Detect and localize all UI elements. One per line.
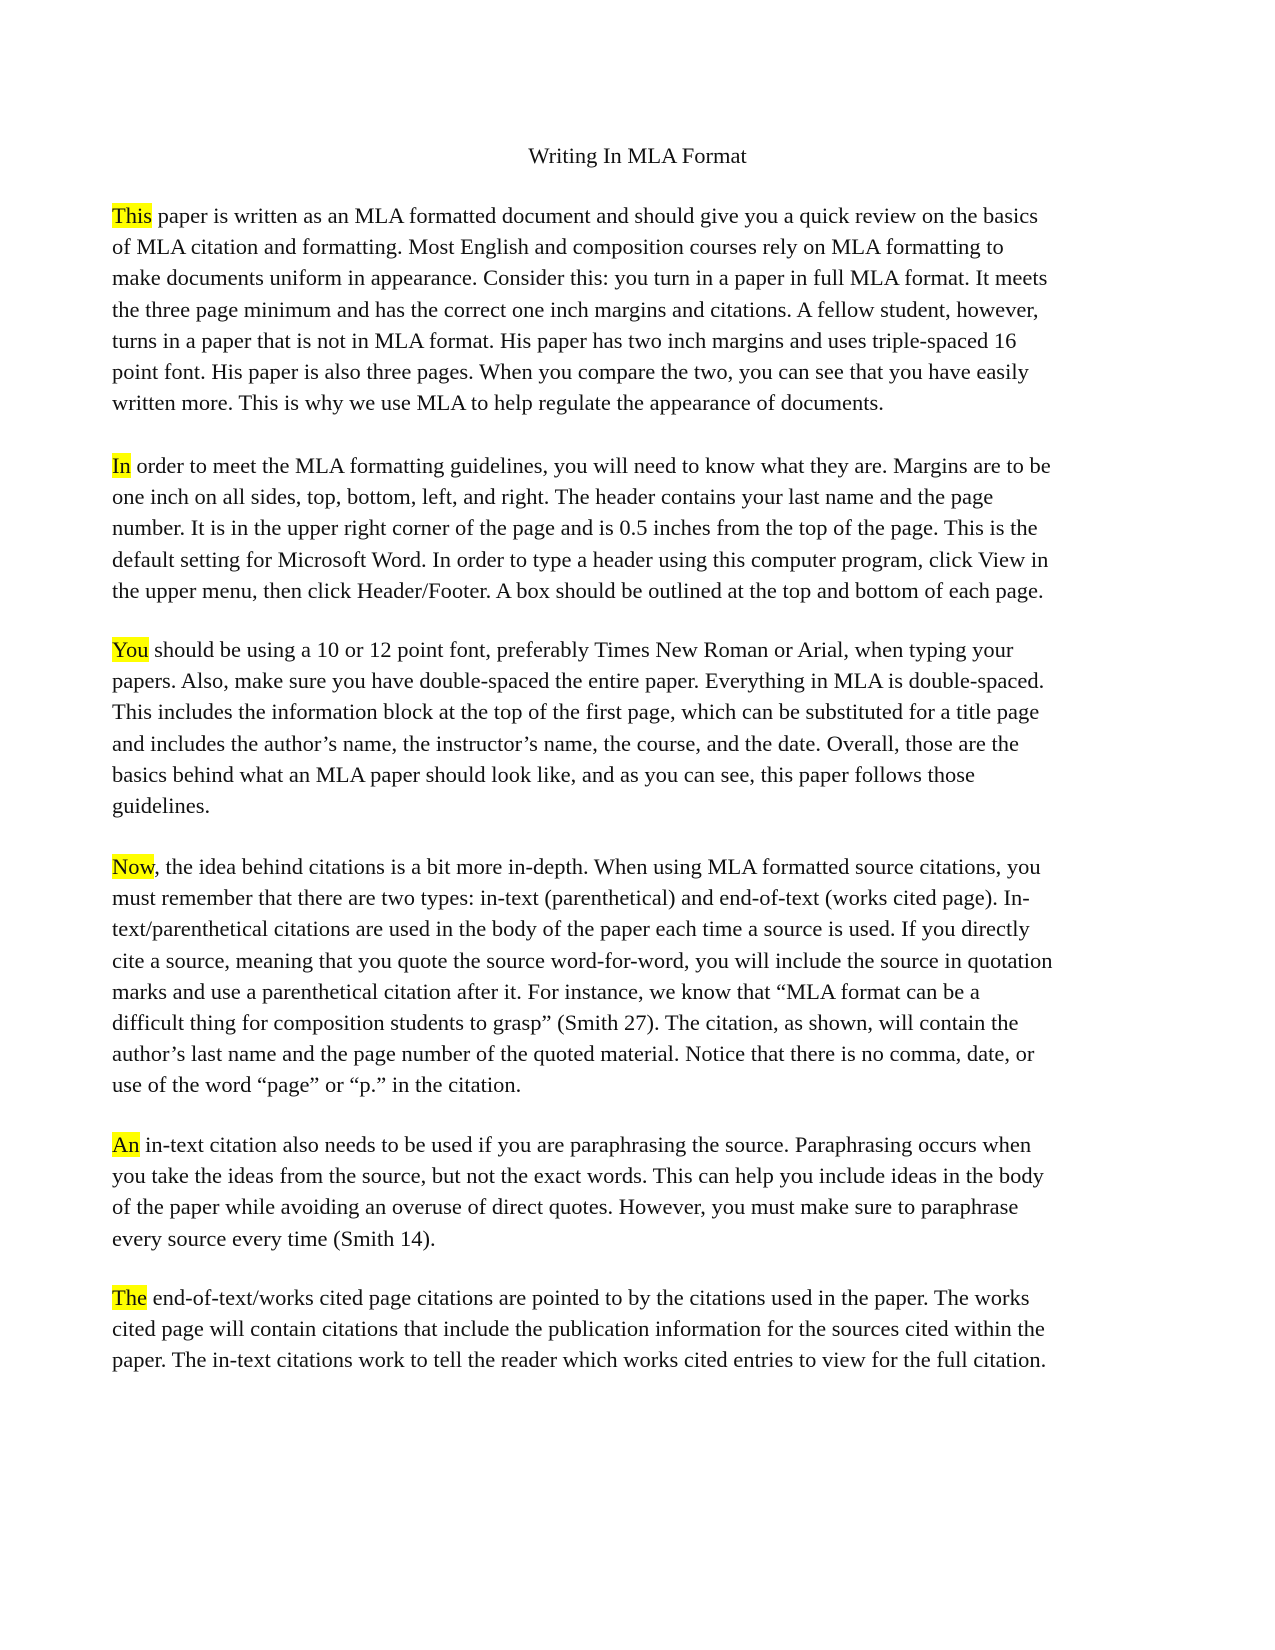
paragraph-line: papers. Also, make sure you have double-spaced the entire paper. Everything in MLA is double-spaced. [112,668,1045,694]
paragraph-line: the upper menu, then click Header/Footer. A box should be outlined at the top and bottom of each page. [112,577,1044,603]
paragraph-line: and includes the author’s name, the instructor’s name, the course, and the date. Overall, those are the [112,730,1019,756]
paragraph-line: every source every time (Smith 14). [112,1225,436,1251]
paragraph-guidelines [112,450,1167,606]
paragraph-line: the three page minimum and has the correct one inch margins and citations. A fellow student, however, [112,296,1039,322]
paragraph-line: cited page will contain citations that include the publication information for the sources cited within the [112,1316,1045,1342]
paragraph-line: written more. This is why we use MLA to help regulate the appearance of documents. [112,390,884,416]
document-title: Writing In MLA Format [528,143,747,168]
paragraph-line [112,450,1167,481]
highlighted-lead-word: This [112,203,153,228]
paragraph-line: paper. The in-text citations work to tell the reader which works cited entries to view for the full citation. [112,1347,1047,1373]
paragraph-line: author’s last name and the page number of the quoted material. Notice that there is no comma, date, or [112,1041,1035,1067]
paragraph-line: difficult thing for composition students to grasp” (Smith 27). The citation, as shown, will contain the [112,1009,1019,1035]
paragraph-line: number. It is in the upper right corner of the page and is 0.5 inches from the top of the page. This is the [112,515,1038,541]
paragraph-line: use of the word “page” or “p.” in the citation. [112,1072,522,1098]
paragraph-line: of the paper while avoiding an overuse of direct quotes. However, you must make sure to paraphrase [112,1194,1019,1220]
paragraph-line: you take the ideas from the source, but not the exact words. This can help you include ideas in the body [112,1163,1044,1189]
paragraph-line: make documents uniform in appearance. Consider this: you turn in a paper in full MLA format. It meets [112,265,1048,291]
paragraph-line: default setting for Microsoft Word. In order to type a header using this computer program, click View in [112,546,1049,572]
paragraph-paraphrasing [112,1129,1167,1254]
line-text: order to meet the MLA formatting guidelines, you will need to know what they are. Margins are to be [130,453,1051,478]
paragraph-works-cited [112,1282,1167,1376]
paragraph-line: basics behind what an MLA paper should look like, and as you can see, this paper follows those [112,761,975,787]
paragraph-citations [112,851,1167,1101]
paragraph-line: of MLA citation and formatting. Most English and composition courses rely on MLA formatting to [112,234,1004,260]
paragraph-line [112,851,1167,882]
paragraph-line: turns in a paper that is not in MLA format. His paper has two inch margins and uses triple-spaced 16 [112,327,1017,353]
paragraph-line: cite a source, meaning that you quote the source word-for-word, you will include the source in quotation [112,947,1053,973]
highlighted-lead-word: You [112,637,149,662]
paragraph-line [112,1129,1167,1160]
highlighted-lead-word: The [112,1285,147,1310]
line-text: paper is written as an MLA formatted document and should give you a quick review on the basics [152,203,1039,228]
paragraph-intro [112,200,1167,418]
paragraph-line: one inch on all sides, top, bottom, left, and right. The header contains your last name and the page [112,484,994,510]
paragraph-line [112,200,1167,231]
paragraph-line: guidelines. [112,792,211,818]
line-text: should be using a 10 or 12 point font, preferably Times New Roman or Arial, when typing your [148,637,1014,662]
paragraph-line: must remember that there are two types: in-text (parenthetical) and end-of-text (works cited page). In- [112,885,1030,911]
paragraph-line: text/parenthetical citations are used in the body of the paper each time a source is used. If you directly [112,916,1030,942]
highlighted-lead-word: An [112,1132,140,1157]
paragraph-font [112,634,1167,821]
paragraph-line: marks and use a parenthetical citation after it. For instance, we know that “MLA format can be a [112,978,980,1004]
paragraph-line [112,1282,1167,1313]
paragraph-line [112,634,1167,665]
line-text: in-text citation also needs to be used if you are paraphrasing the source. Paraphrasing occurs when [139,1132,1032,1157]
paragraph-line: This includes the information block at the top of the first page, which can be substituted for a title page [112,699,1040,725]
paragraph-line: point font. His paper is also three pages. When you compare the two, you can see that you have easily [112,358,1029,384]
line-text: end-of-text/works cited page citations are pointed to by the citations used in the paper. The works [146,1285,1030,1310]
highlighted-lead-word: In [112,453,131,478]
line-text: , the idea behind citations is a bit more in-depth. When using MLA formatted source citations, you [154,854,1041,879]
highlighted-lead-word: Now [112,854,155,879]
